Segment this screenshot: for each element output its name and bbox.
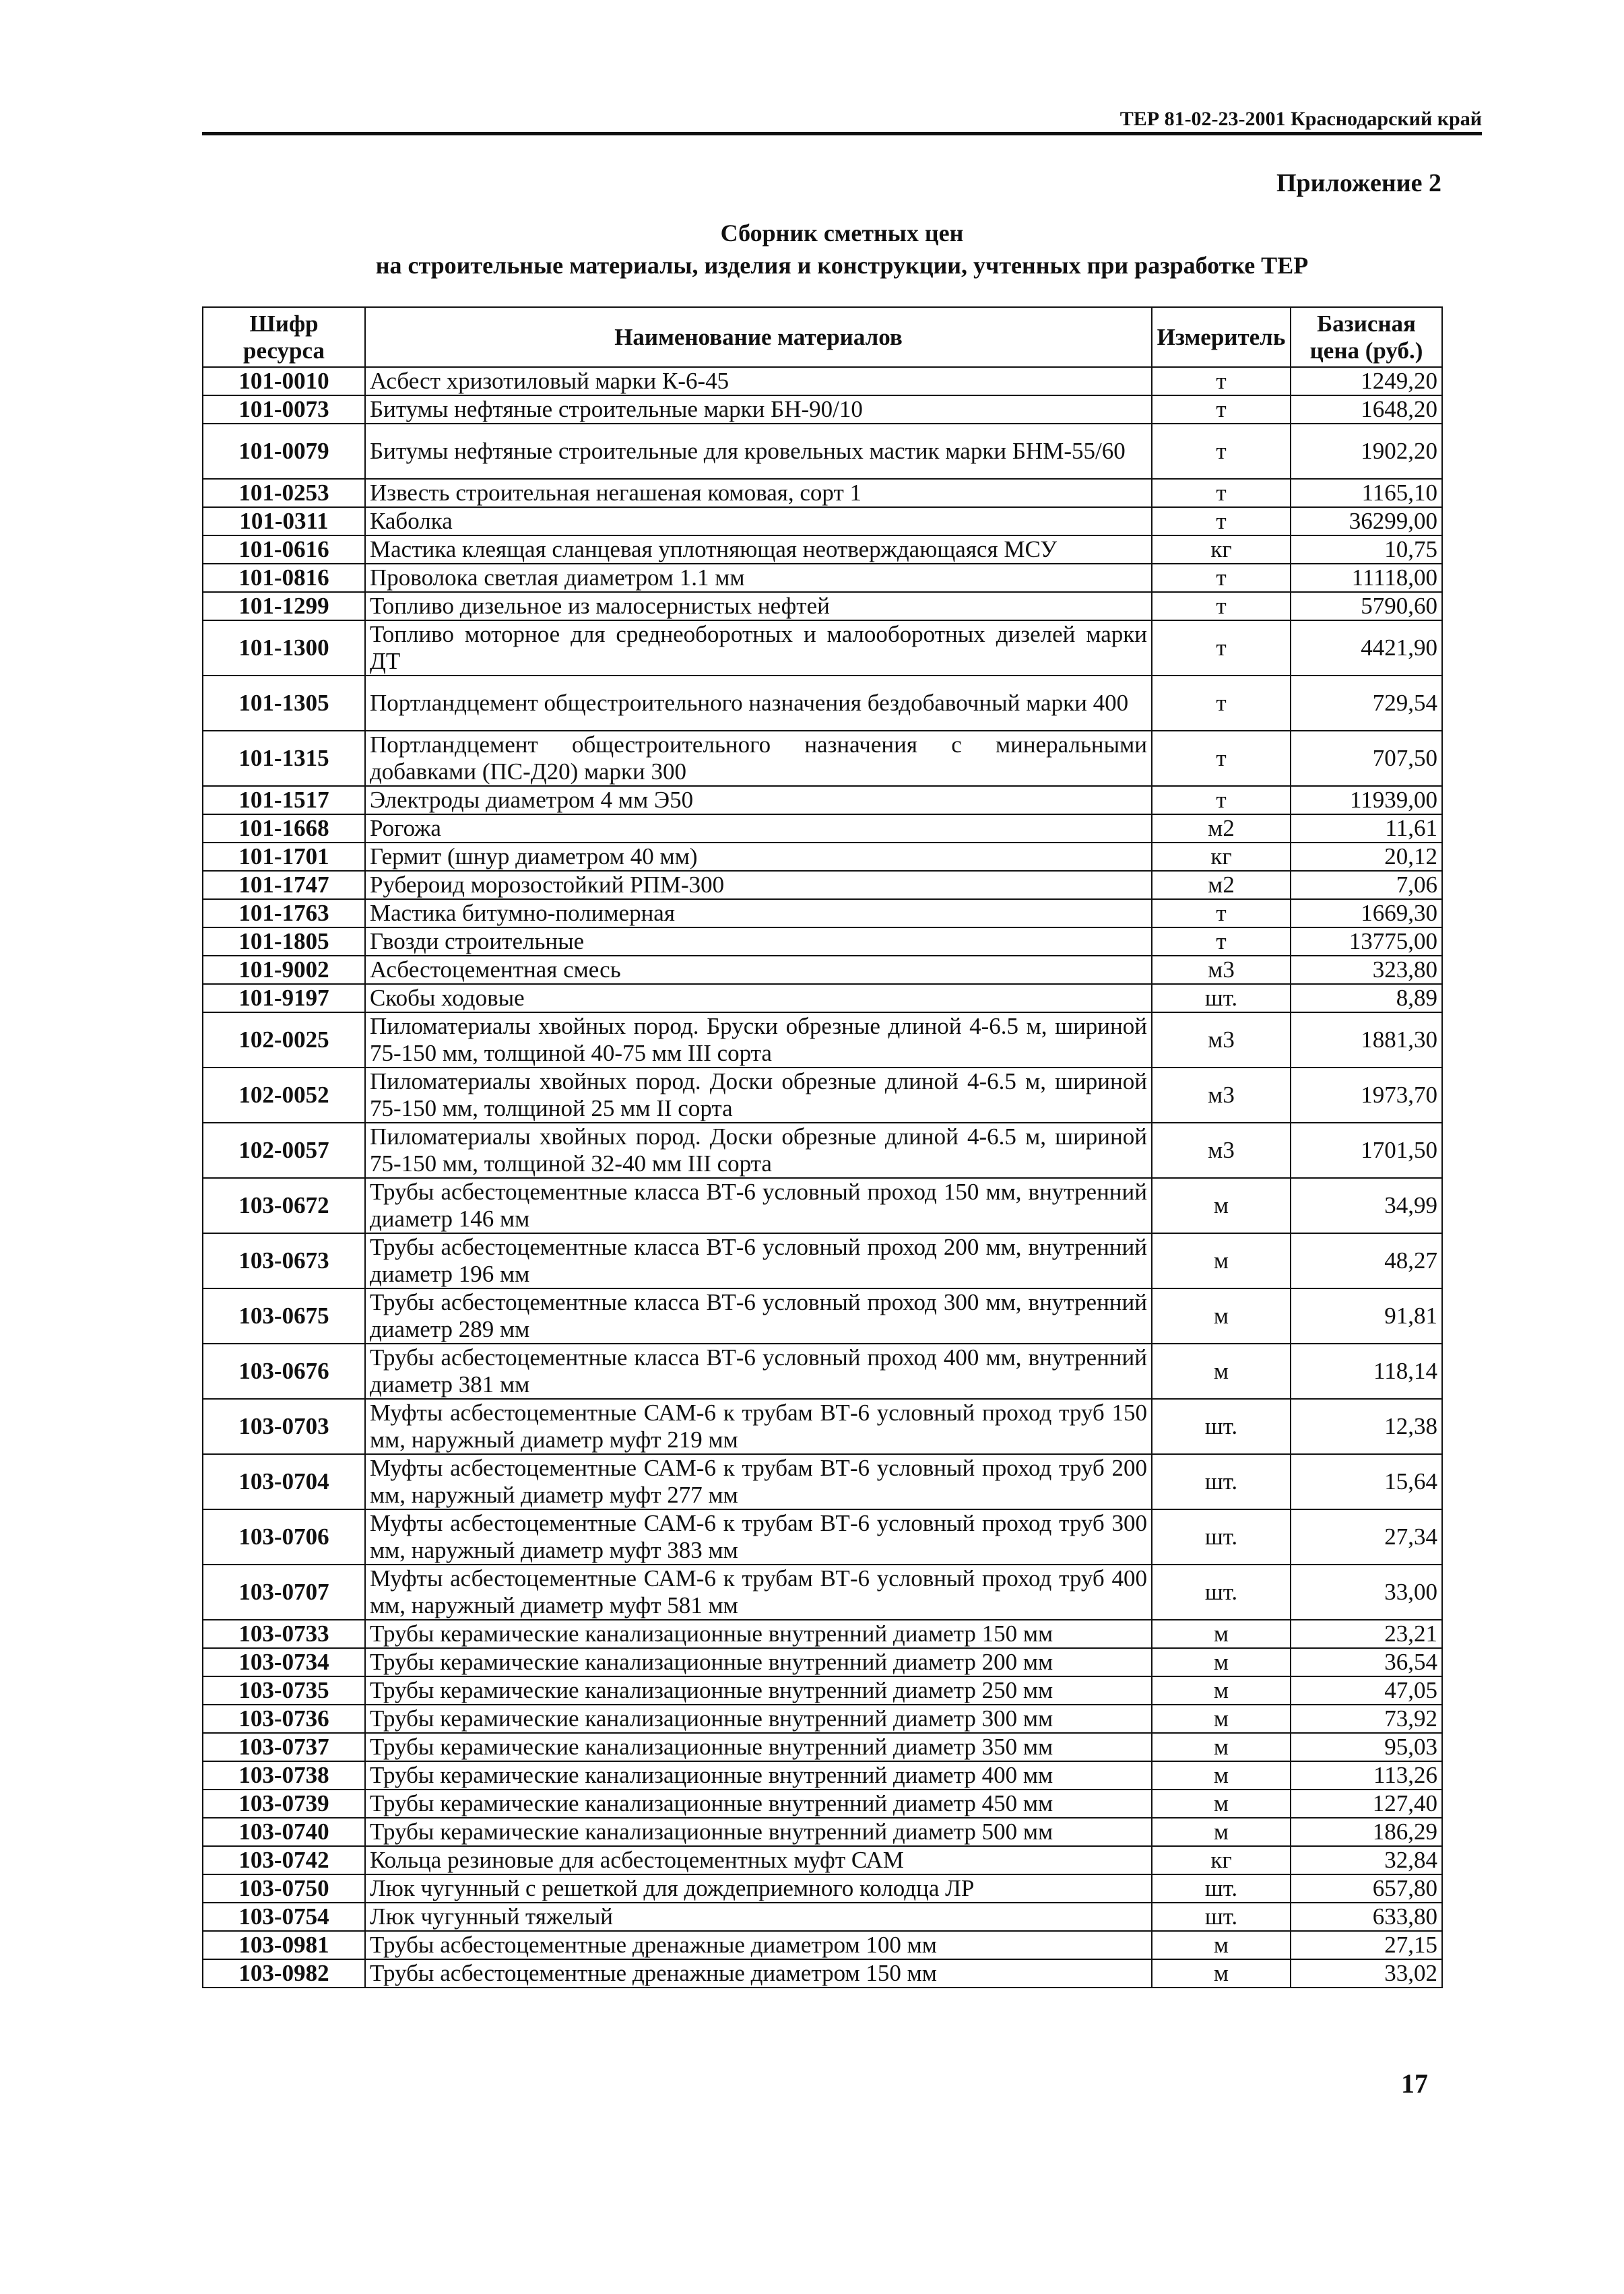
cell-name: Топливо дизельное из малосернистых нефтей	[365, 592, 1152, 620]
cell-unit: м	[1152, 1648, 1291, 1676]
cell-name: Трубы керамические канализационные внутренний диаметр 150 мм	[365, 1620, 1152, 1648]
table-row	[203, 1733, 1442, 1761]
cell-price: 657,80	[1291, 1874, 1442, 1903]
cell-price: 91,81	[1291, 1288, 1442, 1344]
cell-price: 11939,00	[1291, 786, 1442, 814]
cell-unit: м3	[1152, 956, 1291, 984]
cell-unit: т	[1152, 592, 1291, 620]
table-row	[203, 592, 1442, 620]
table-header-row	[203, 307, 1442, 367]
cell-code: 101-0010	[203, 367, 365, 395]
cell-unit: т	[1152, 479, 1291, 507]
cell-code: 103-0982	[203, 1959, 365, 1988]
cell-code: 103-0981	[203, 1931, 365, 1959]
cell-price: 11118,00	[1291, 564, 1442, 592]
cell-price: 36299,00	[1291, 507, 1442, 535]
table-row	[203, 786, 1442, 814]
cell-name: Трубы керамические канализационные внутренний диаметр 200 мм	[365, 1648, 1152, 1676]
cell-code: 103-0676	[203, 1344, 365, 1399]
cell-unit: м2	[1152, 871, 1291, 899]
cell-name: Трубы асбестоцементные класса ВТ-6 условный проход 200 мм, внутренний диаметр 196 мм	[365, 1233, 1152, 1288]
table-body	[203, 367, 1442, 1988]
table-row	[203, 814, 1442, 843]
cell-name: Гвозди строительные	[365, 927, 1152, 956]
table-row	[203, 1620, 1442, 1648]
table-row	[203, 1790, 1442, 1818]
cell-unit: м	[1152, 1233, 1291, 1288]
table-row	[203, 1012, 1442, 1068]
table-row	[203, 1344, 1442, 1399]
cell-name: Портландцемент общестроительного назначения с минеральными добавками (ПС-Д20) марки 300	[365, 731, 1152, 786]
table-row	[203, 871, 1442, 899]
cell-code: 103-0672	[203, 1178, 365, 1233]
cell-price: 20,12	[1291, 843, 1442, 871]
cell-price: 1881,30	[1291, 1012, 1442, 1068]
cell-code: 103-0703	[203, 1399, 365, 1454]
cell-code: 101-0816	[203, 564, 365, 592]
cell-code: 103-0735	[203, 1676, 365, 1705]
cell-code: 101-1517	[203, 786, 365, 814]
cell-price: 1165,10	[1291, 479, 1442, 507]
header-divider	[202, 132, 1482, 135]
cell-unit: шт.	[1152, 1509, 1291, 1565]
cell-name: Трубы асбестоцементные класса ВТ-6 условный проход 300 мм, внутренний диаметр 289 мм	[365, 1288, 1152, 1344]
table-row	[203, 676, 1442, 731]
page-title	[202, 217, 1482, 282]
cell-price: 11,61	[1291, 814, 1442, 843]
cell-unit: т	[1152, 507, 1291, 535]
cell-name: Пиломатериалы хвойных пород. Доски обрезные длиной 4-6.5 м, шириной 75-150 мм, толщиной 32-40 мм III сорта	[365, 1123, 1152, 1178]
cell-price: 186,29	[1291, 1818, 1442, 1846]
table-row	[203, 899, 1442, 927]
cell-price: 23,21	[1291, 1620, 1442, 1648]
table-row	[203, 424, 1442, 479]
cell-name: Трубы керамические канализационные внутренний диаметр 250 мм	[365, 1676, 1152, 1705]
table-row	[203, 367, 1442, 395]
cell-price: 47,05	[1291, 1676, 1442, 1705]
cell-name: Топливо моторное для среднеоборотных и малооборотных дизелей марки ДТ	[365, 620, 1152, 676]
cell-price: 8,89	[1291, 984, 1442, 1012]
table-row	[203, 984, 1442, 1012]
cell-code: 103-0733	[203, 1620, 365, 1648]
cell-name: Рубероид морозостойкий РПМ-300	[365, 871, 1152, 899]
cell-unit: т	[1152, 395, 1291, 424]
cell-name: Гермит (шнур диаметром 40 мм)	[365, 843, 1152, 871]
cell-unit: кг	[1152, 1846, 1291, 1874]
cell-price: 10,75	[1291, 535, 1442, 564]
cell-unit: т	[1152, 731, 1291, 786]
cell-unit: м	[1152, 1705, 1291, 1733]
cell-name: Трубы керамические канализационные внутренний диаметр 500 мм	[365, 1818, 1152, 1846]
cell-unit: м	[1152, 1761, 1291, 1790]
cell-code: 101-1805	[203, 927, 365, 956]
cell-price: 4421,90	[1291, 620, 1442, 676]
cell-price: 118,14	[1291, 1344, 1442, 1399]
cell-unit: т	[1152, 927, 1291, 956]
cell-unit: м3	[1152, 1012, 1291, 1068]
table-row	[203, 731, 1442, 786]
cell-code: 101-9197	[203, 984, 365, 1012]
cell-price: 1669,30	[1291, 899, 1442, 927]
cell-name: Муфты асбестоцементные САМ-6 к трубам ВТ-6 условный проход труб 300 мм, наружный диаметр муфт 383 мм	[365, 1509, 1152, 1565]
cell-code: 103-0706	[203, 1509, 365, 1565]
cell-name: Трубы асбестоцементные дренажные диаметром 150 мм	[365, 1959, 1152, 1988]
table-row	[203, 1068, 1442, 1123]
cell-unit: м	[1152, 1178, 1291, 1233]
cell-name: Каболка	[365, 507, 1152, 535]
cell-name: Люк чугунный с решеткой для дождеприемного колодца ЛР	[365, 1874, 1152, 1903]
cell-unit: шт.	[1152, 1399, 1291, 1454]
cell-name: Люк чугунный тяжелый	[365, 1903, 1152, 1931]
cell-code: 103-0740	[203, 1818, 365, 1846]
table-row	[203, 1676, 1442, 1705]
cell-code: 103-0673	[203, 1233, 365, 1288]
cell-name: Трубы асбестоцементные класса ВТ-6 условный проход 150 мм, внутренний диаметр 146 мм	[365, 1178, 1152, 1233]
cell-name: Трубы асбестоцементные дренажные диаметром 100 мм	[365, 1931, 1152, 1959]
cell-name: Трубы керамические канализационные внутренний диаметр 350 мм	[365, 1733, 1152, 1761]
cell-code: 101-1305	[203, 676, 365, 731]
cell-unit: м	[1152, 1931, 1291, 1959]
appendix-label: Приложение 2	[1276, 169, 1441, 197]
cell-code: 103-0737	[203, 1733, 365, 1761]
table-row	[203, 1874, 1442, 1903]
cell-price: 7,06	[1291, 871, 1442, 899]
cell-price: 32,84	[1291, 1846, 1442, 1874]
cell-name: Трубы керамические канализационные внутренний диаметр 300 мм	[365, 1705, 1152, 1733]
cell-unit: кг	[1152, 535, 1291, 564]
cell-price: 48,27	[1291, 1233, 1442, 1288]
cell-unit: шт.	[1152, 1874, 1291, 1903]
cell-name: Кольца резиновые для асбестоцементных муфт САМ	[365, 1846, 1152, 1874]
cell-price: 27,15	[1291, 1931, 1442, 1959]
cell-price: 323,80	[1291, 956, 1442, 984]
cell-price: 127,40	[1291, 1790, 1442, 1818]
table-row	[203, 1818, 1442, 1846]
cell-name: Пиломатериалы хвойных пород. Доски обрезные длиной 4-6.5 м, шириной 75-150 мм, толщиной 25 мм II сорта	[365, 1068, 1152, 1123]
document-code: ТЕР 81-02-23-2001 Краснодарский край	[1119, 108, 1482, 130]
cell-unit: м	[1152, 1790, 1291, 1818]
table-row	[203, 1178, 1442, 1233]
page-number: 17	[1401, 2068, 1428, 2099]
cell-name: Муфты асбестоцементные САМ-6 к трубам ВТ-6 условный проход труб 150 мм, наружный диаметр муфт 219 мм	[365, 1399, 1152, 1454]
title-line-2: на строительные материалы, изделия и конструкции, учтенных при разработке ТЕР	[375, 252, 1309, 279]
cell-price: 633,80	[1291, 1903, 1442, 1931]
cell-code: 101-0073	[203, 395, 365, 424]
cell-unit: шт.	[1152, 1565, 1291, 1620]
cell-code: 103-0707	[203, 1565, 365, 1620]
cell-price: 27,34	[1291, 1509, 1442, 1565]
table-row	[203, 1565, 1442, 1620]
cell-name: Трубы керамические канализационные внутренний диаметр 400 мм	[365, 1761, 1152, 1790]
cell-code: 103-0704	[203, 1454, 365, 1509]
table-row	[203, 1761, 1442, 1790]
cell-name: Мастика битумно-полимерная	[365, 899, 1152, 927]
cell-code: 101-1668	[203, 814, 365, 843]
cell-name: Портландцемент общестроительного назначения бездобавочный марки 400	[365, 676, 1152, 731]
cell-name: Битумы нефтяные строительные марки БН-90/10	[365, 395, 1152, 424]
cell-name: Трубы керамические канализационные внутренний диаметр 450 мм	[365, 1790, 1152, 1818]
cell-unit: кг	[1152, 843, 1291, 871]
column-header-price: Базисная цена (руб.)	[1291, 307, 1442, 367]
cell-unit: м	[1152, 1676, 1291, 1705]
table-row	[203, 956, 1442, 984]
cell-unit: т	[1152, 564, 1291, 592]
cell-name: Рогожа	[365, 814, 1152, 843]
cell-unit: м3	[1152, 1123, 1291, 1178]
cell-code: 103-0738	[203, 1761, 365, 1790]
table-row	[203, 395, 1442, 424]
cell-unit: м	[1152, 1288, 1291, 1344]
cell-price: 1648,20	[1291, 395, 1442, 424]
cell-code: 103-0734	[203, 1648, 365, 1676]
cell-name: Муфты асбестоцементные САМ-6 к трубам ВТ-6 условный проход труб 200 мм, наружный диаметр муфт 277 мм	[365, 1454, 1152, 1509]
table-row	[203, 1705, 1442, 1733]
cell-code: 102-0052	[203, 1068, 365, 1123]
cell-price: 5790,60	[1291, 592, 1442, 620]
cell-unit: т	[1152, 899, 1291, 927]
table-row	[203, 927, 1442, 956]
cell-name: Проволока светлая диаметром 1.1 мм	[365, 564, 1152, 592]
cell-code: 103-0675	[203, 1288, 365, 1344]
cell-price: 1902,20	[1291, 424, 1442, 479]
cell-code: 103-0736	[203, 1705, 365, 1733]
cell-price: 729,54	[1291, 676, 1442, 731]
table-row	[203, 1509, 1442, 1565]
cell-price: 15,64	[1291, 1454, 1442, 1509]
cell-name: Асбестоцементная смесь	[365, 956, 1152, 984]
table-row	[203, 1846, 1442, 1874]
cell-name: Пиломатериалы хвойных пород. Бруски обрезные длиной 4-6.5 м, шириной 75-150 мм, толщиной 40-75 мм III сорта	[365, 1012, 1152, 1068]
cell-code: 101-0616	[203, 535, 365, 564]
cell-unit: т	[1152, 786, 1291, 814]
cell-name: Муфты асбестоцементные САМ-6 к трубам ВТ-6 условный проход труб 400 мм, наружный диаметр муфт 581 мм	[365, 1565, 1152, 1620]
cell-code: 101-0253	[203, 479, 365, 507]
cell-unit: т	[1152, 620, 1291, 676]
table-row	[203, 620, 1442, 676]
cell-name: Битумы нефтяные строительные для кровельных мастик марки БНМ-55/60	[365, 424, 1152, 479]
cell-code: 101-0079	[203, 424, 365, 479]
cell-price: 1973,70	[1291, 1068, 1442, 1123]
cell-unit: т	[1152, 676, 1291, 731]
cell-unit: м2	[1152, 814, 1291, 843]
column-header-name: Наименование материалов	[365, 307, 1152, 367]
cell-code: 103-0750	[203, 1874, 365, 1903]
cell-price: 1701,50	[1291, 1123, 1442, 1178]
cell-name: Скобы ходовые	[365, 984, 1152, 1012]
cell-name: Известь строительная негашеная комовая, сорт 1	[365, 479, 1152, 507]
table-row	[203, 843, 1442, 871]
table-row	[203, 1123, 1442, 1178]
cell-price: 33,00	[1291, 1565, 1442, 1620]
cell-price: 95,03	[1291, 1733, 1442, 1761]
cell-unit: шт.	[1152, 1903, 1291, 1931]
table-row	[203, 1931, 1442, 1959]
cell-code: 101-1299	[203, 592, 365, 620]
cell-code: 101-0311	[203, 507, 365, 535]
table-row	[203, 1233, 1442, 1288]
price-table	[202, 306, 1443, 1988]
column-header-code: Шифр ресурса	[203, 307, 365, 367]
cell-name: Асбест хризотиловый марки К-6-45	[365, 367, 1152, 395]
cell-code: 101-1300	[203, 620, 365, 676]
cell-price: 1249,20	[1291, 367, 1442, 395]
cell-unit: м3	[1152, 1068, 1291, 1123]
cell-unit: м	[1152, 1733, 1291, 1761]
table-row	[203, 564, 1442, 592]
cell-unit: м	[1152, 1344, 1291, 1399]
table-row	[203, 479, 1442, 507]
cell-code: 103-0754	[203, 1903, 365, 1931]
table-row	[203, 1648, 1442, 1676]
cell-price: 73,92	[1291, 1705, 1442, 1733]
table-row	[203, 1288, 1442, 1344]
cell-unit: т	[1152, 424, 1291, 479]
cell-price: 13775,00	[1291, 927, 1442, 956]
cell-unit: м	[1152, 1959, 1291, 1988]
cell-price: 707,50	[1291, 731, 1442, 786]
cell-price: 12,38	[1291, 1399, 1442, 1454]
cell-unit: м	[1152, 1818, 1291, 1846]
cell-unit: т	[1152, 367, 1291, 395]
table-row	[203, 535, 1442, 564]
table-row	[203, 1454, 1442, 1509]
cell-unit: м	[1152, 1620, 1291, 1648]
cell-code: 102-0057	[203, 1123, 365, 1178]
cell-code: 103-0739	[203, 1790, 365, 1818]
cell-code: 101-1747	[203, 871, 365, 899]
cell-code: 101-1315	[203, 731, 365, 786]
table-row	[203, 507, 1442, 535]
cell-code: 103-0742	[203, 1846, 365, 1874]
cell-unit: шт.	[1152, 1454, 1291, 1509]
cell-code: 102-0025	[203, 1012, 365, 1068]
cell-name: Электроды диаметром 4 мм Э50	[365, 786, 1152, 814]
cell-price: 36,54	[1291, 1648, 1442, 1676]
cell-name: Трубы асбестоцементные класса ВТ-6 условный проход 400 мм, внутренний диаметр 381 мм	[365, 1344, 1152, 1399]
title-line-1: Сборник сметных цен	[720, 220, 964, 247]
table-row	[203, 1399, 1442, 1454]
cell-code: 101-1701	[203, 843, 365, 871]
cell-price: 33,02	[1291, 1959, 1442, 1988]
cell-price: 34,99	[1291, 1178, 1442, 1233]
cell-name: Мастика клеящая сланцевая уплотняющая неотверждающаяся МСУ	[365, 535, 1152, 564]
table-row	[203, 1903, 1442, 1931]
cell-code: 101-9002	[203, 956, 365, 984]
cell-price: 113,26	[1291, 1761, 1442, 1790]
cell-unit: шт.	[1152, 984, 1291, 1012]
column-header-unit: Измеритель	[1152, 307, 1291, 367]
table-row	[203, 1959, 1442, 1988]
cell-code: 101-1763	[203, 899, 365, 927]
